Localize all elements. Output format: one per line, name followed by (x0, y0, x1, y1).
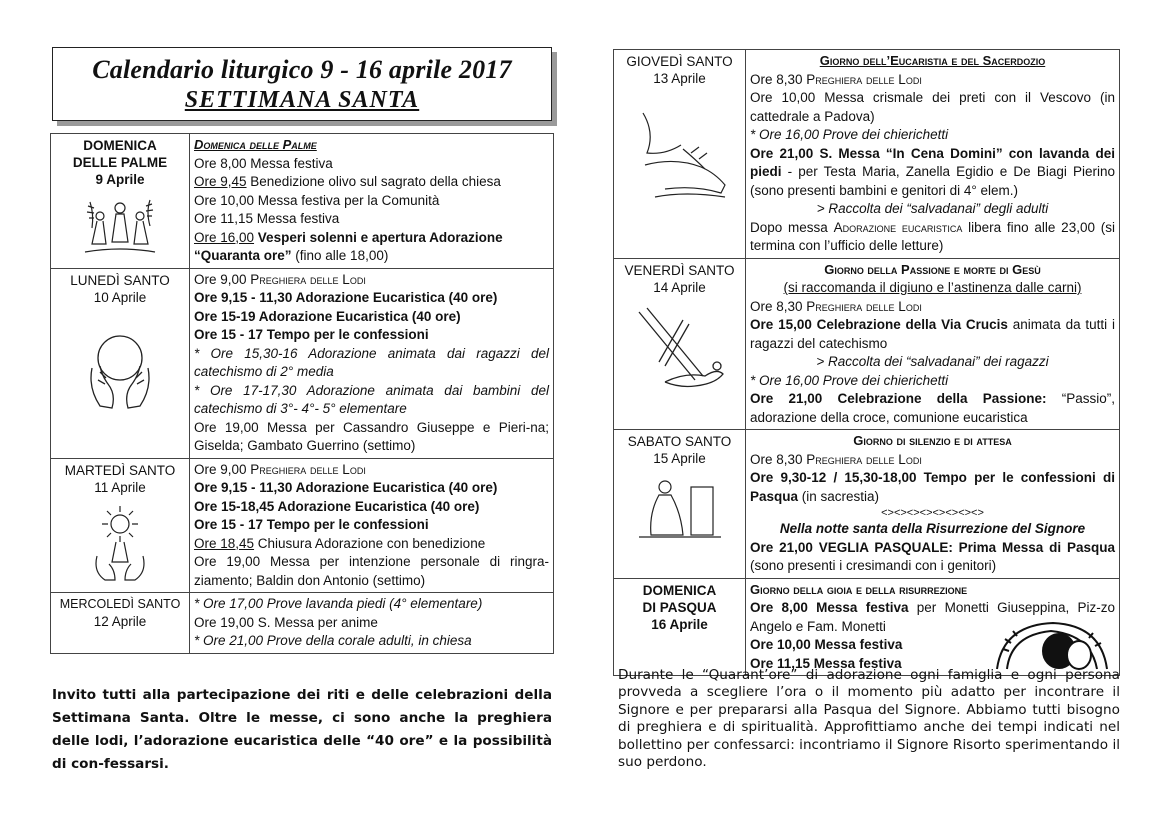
event-text: - per Testa Maria, Zanella Egidio e De Biagi Pierino (sono presenti bambini e genitori di 4° elem.) (750, 164, 1115, 198)
event-line: Ore 15 - 17 Tempo per le confessioni (194, 517, 429, 532)
event-time: Dopo messa (750, 219, 834, 235)
event-text-bold: Ore 8,00 Messa festiva (750, 600, 909, 615)
day-cell (614, 578, 746, 676)
day-header: Giorno dell’Eucaristia e del Sacerdozio (819, 53, 1046, 68)
row-venerdi-santo (614, 258, 1120, 430)
event-text-bold: Ore 21,00 S. Messa “In Cena Domini” con lavanda dei piedi (750, 145, 1115, 179)
event-time: Ore 8,30 (750, 71, 807, 87)
event-text: per Monetti Giuseppina, Piz-zo Angelo e Fam. Monetti (750, 600, 1116, 634)
event-line: Ore 15-19 Adorazione Eucaristica (40 ore) (194, 308, 461, 324)
event-time: Ore 8,30 (750, 298, 807, 314)
day-date: 16 Aprile (651, 616, 708, 632)
row-giovedi-santo (614, 50, 1120, 259)
row-lunedi-santo (51, 268, 554, 458)
day-date: 12 Aprile (93, 614, 147, 629)
day-cell (614, 258, 746, 430)
event-line: Ore 15 - 17 Tempo per le confessioni (194, 327, 429, 342)
event-line: Ore 9,15 - 11,30 Adorazione Eucaristica (40 ore) (194, 480, 498, 495)
event-line (750, 469, 1115, 506)
day-name: DELLE PALME (72, 155, 168, 170)
event-text: “Passio”, adorazione della croce, comunione eucaristica (750, 391, 1115, 425)
event-line: Ore 19,00 Messa per Cassandro Giuseppe e Pieri-na; Giselda; Gambato Guerrino (settimo) (194, 419, 549, 453)
event-line: Ore 10,00 Messa festiva per la Comunità (194, 192, 440, 208)
day-header: Giorno della Passione e morte di Gesù (824, 261, 1041, 277)
event-line (194, 461, 549, 480)
event-line (750, 145, 1115, 201)
row-domenica-palme (51, 134, 554, 269)
event-text-bold: Ore 21,00 Celebrazione della Passione: (750, 391, 1047, 406)
event-text: Vesperi solenni e apertura Adorazione (254, 229, 503, 245)
day-name: SABATO SANTO (627, 434, 732, 449)
event-line: Ore 8,00 Messa festiva (194, 155, 333, 171)
event-text: Preghiera delle Lodi (806, 298, 922, 314)
day-cell (614, 50, 746, 259)
event-line: * Ore 17-17,30 Adorazione animata dai bambini del catechismo di 3°- 4°- 5° elementare (194, 382, 549, 416)
day-name: LUNEDÌ SANTO (70, 272, 170, 288)
event-text-bold: Ore 9,30-12 / 15,30-18,00 Tempo per le confessioni di Pasqua (750, 470, 1115, 504)
event-line: Ore 11,15 Messa festiva (194, 211, 340, 226)
event-line: * Ore 16,00 Prove dei chierichetti (750, 372, 949, 388)
day-date: 14 Aprile (653, 279, 706, 295)
page-title: Calendario liturgico 9 - 16 aprile 2017 (92, 55, 512, 84)
row-martedi-santo (51, 458, 554, 593)
events-cell (190, 458, 554, 593)
day-cell (51, 268, 190, 458)
event-time: Ore 8,30 (750, 451, 807, 467)
day-name: DOMENICA (642, 582, 717, 598)
event-line (194, 247, 549, 266)
empty-tomb-icon (993, 619, 1111, 671)
page-subtitle: SETTIMANA SANTA (184, 87, 420, 113)
event-line (750, 451, 1115, 470)
event-line: * Ore 17,00 Prove lavanda piedi (4° elementare) (194, 596, 483, 611)
event-text-bold: “Quaranta ore” (194, 248, 292, 263)
event-text-bold: Ore 21,00 VEGLIA PASQUALE: Prima Messa di Pasqua (750, 539, 1115, 555)
left-calendar-table (50, 133, 554, 654)
event-text: (in sacrestia) (798, 488, 880, 504)
event-time: Ore 9,00 (194, 461, 251, 477)
event-line: Ore 19,00 Messa per intenzione personale di ringra-ziamento; Baldin don Antonio (settimo) (194, 554, 549, 588)
event-text: Chiusura Adorazione con benedizione (254, 535, 486, 551)
foot-washing-icon (625, 93, 735, 203)
hands-holding-host-icon (78, 328, 162, 412)
event-text: Adorazione eucaristica (833, 219, 963, 235)
day-cell (51, 134, 190, 269)
event-time: Ore 9,45 (194, 174, 247, 189)
event-time: Ore 18,45 (194, 535, 255, 551)
event-line (750, 298, 1115, 317)
events-cell (746, 258, 1120, 430)
events-cell (746, 578, 1120, 676)
day-header: Giorno di silenzio e di attesa (853, 433, 1012, 448)
event-line: > Raccolta dei “salvadanai” dei ragazzi (816, 354, 1049, 369)
event-time: Ore 9,00 (194, 271, 251, 287)
row-sabato-santo (614, 430, 1120, 579)
day-name: MARTEDÌ SANTO (64, 462, 176, 478)
day-subheader: (si raccomanda il digiuno e l’astinenza dalle carni) (783, 280, 1082, 295)
event-line (194, 271, 549, 290)
cross-illustration-icon (625, 302, 735, 392)
title-box (52, 47, 552, 121)
row-mercoledi-santo (51, 593, 554, 654)
event-text: animata da tutti i ragazzi del catechismo (750, 317, 1115, 351)
day-name: GIOVEDÌ SANTO (626, 54, 733, 69)
event-line (750, 316, 1115, 353)
day-cell (51, 593, 190, 654)
event-line: * Ore 21,00 Prove della corale adulti, in chiesa (194, 633, 472, 648)
event-text: (sono presenti i cresimandi con i genitori) (750, 558, 997, 573)
day-date: 13 Aprile (653, 71, 706, 86)
event-text: Preghiera delle Lodi (250, 271, 366, 287)
quarantore-note-paragraph: Durante le “Quarant’ore” di adorazione ogni famiglia e ogni persona provveda a scegliere l’ora o il momento più adatto per incontrare il Signore e per prepararsi alla Pasqua del Signore. Abbiamo tutti bisogno di preghiera e di spiritualità. Approfittiamo anche dei tempi indicati nel bollettino per confessarci: incontriamo il Signore Risorto sperimentando il suo perdono. (618, 667, 1120, 771)
event-line: Ore 9,15 - 11,30 Adorazione Eucaristica (40 ore) (194, 290, 498, 305)
event-line: * Ore 16,00 Prove dei chierichetti (750, 127, 949, 142)
row-domenica-pasqua (614, 578, 1120, 676)
events-cell (190, 268, 554, 458)
event-time: Ore 16,00 (194, 229, 255, 245)
day-cell (51, 458, 190, 593)
day-name: MERCOLEDÌ SANTO (59, 597, 181, 611)
event-text: Preghiera delle Lodi (250, 461, 366, 477)
events-cell (746, 50, 1120, 259)
day-date: 15 Aprile (653, 451, 706, 466)
event-line (750, 71, 1115, 90)
events-cell (190, 134, 554, 269)
event-line (750, 390, 1115, 427)
right-calendar-table (613, 49, 1120, 676)
day-date: 10 Aprile (93, 289, 147, 305)
day-name: DOMENICA (83, 138, 157, 153)
event-line: Ore 15-18,45 Adorazione Eucaristica (40 ore) (194, 498, 480, 514)
event-line (194, 229, 549, 248)
event-line (194, 535, 549, 554)
event-line: * Ore 15,30-16 Adorazione animata dai ragazzi del catechismo di 2° media (194, 345, 549, 379)
event-text-bold: Ore 15,00 Celebrazione della Via Crucis (750, 317, 1008, 332)
event-text: Preghiera delle Lodi (806, 451, 922, 467)
events-cell (190, 593, 554, 654)
day-header: Giorno della gioia e della risurrezione (750, 581, 968, 597)
day-name: VENERDÌ SANTO (624, 262, 735, 278)
event-text: Benedizione olivo sul sagrato della chiesa (246, 174, 501, 189)
praying-figure-icon (635, 473, 725, 543)
event-line: Ore 19,00 S. Messa per anime (194, 614, 378, 630)
event-line (750, 539, 1115, 576)
palm-procession-illustration-icon (80, 194, 160, 260)
day-date: 11 Aprile (94, 479, 146, 495)
day-cell (614, 430, 746, 579)
event-line (750, 219, 1115, 256)
event-text: libera fino alle 23,00 (si termina con l’ufficio delle letture) (750, 219, 1115, 253)
event-line: > Raccolta dei “salvadanai” degli adulti (816, 201, 1049, 216)
event-line: Ore 11,15 Messa festiva (750, 655, 902, 671)
events-cell (746, 430, 1120, 579)
invitation-paragraph: Invito tutti alla partecipazione dei riti e delle celebrazioni della Settimana Santa. Oltre le messe, ci sono anche la preghiera delle lodi, l’adorazione eucaristica delle “40 ore” e la possibilità di con-fessarsi. (52, 687, 552, 772)
event-line (194, 173, 549, 192)
event-line: Ore 10,00 Messa crismale dei preti con il Vescovo (in cattedrale a Padova) (750, 90, 1115, 124)
event-text: (fino alle 18,00) (291, 248, 389, 263)
day-name: DI PASQUA (642, 599, 717, 615)
day-date: 9 Aprile (95, 172, 145, 187)
day-header: Domenica delle Palme (194, 137, 317, 152)
event-text: Preghiera delle Lodi (806, 71, 922, 87)
separator: <><><><><><><><> (881, 507, 984, 519)
monstrance-icon (85, 502, 155, 582)
event-line: Nella notte santa della Risurrezione del Signore (779, 521, 1086, 536)
event-line: Ore 10,00 Messa festiva (750, 637, 903, 652)
